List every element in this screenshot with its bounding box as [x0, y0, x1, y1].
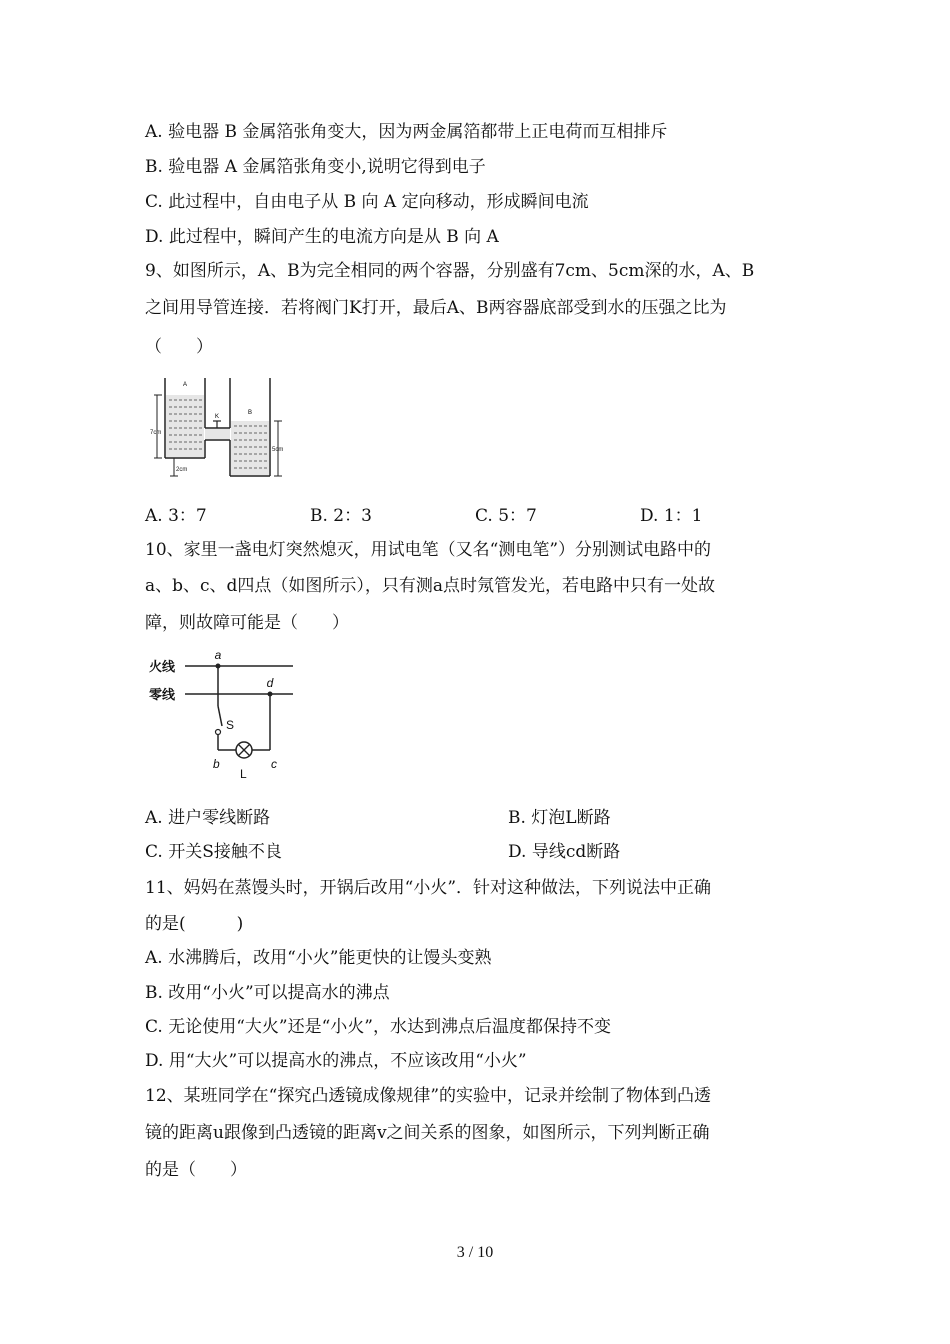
q10-stem-line-2: a、b、c、d四点（如图所示），只有测a点时氖管发光，若电路中只有一处故 — [145, 576, 716, 596]
q9-stem-line-3: （ ） — [145, 337, 213, 357]
label-switch-s: S — [226, 718, 235, 732]
label-point-b: b — [213, 757, 220, 771]
label-k: K — [214, 414, 220, 420]
q9-option-a: A. 3：7 — [145, 506, 207, 526]
label-point-d: d — [266, 676, 274, 690]
page-number: 3 / 10 — [456, 1244, 494, 1261]
q9-option-c: C. 5：7 — [475, 506, 537, 526]
container-b — [230, 378, 270, 476]
switch-contact — [216, 730, 221, 735]
connecting-tube — [205, 414, 230, 440]
label-neutral-wire: 零线 — [149, 687, 176, 702]
q12-stem-line-1: 12、某班同学在“探究凸透镜成像规律”的实验中，记录并绘制了物体到凸透 — [145, 1086, 712, 1106]
q9-stem-line-2: 之间用导管连接．若将阀门K打开，最后A、B两容器底部受到水的压强之比为 — [145, 298, 727, 318]
q11-stem-line-1: 11、妈妈在蒸馒头时，开锅后改用“小火”．针对这种做法，下列说法中正确 — [145, 878, 712, 898]
q10-circuit-figure — [145, 644, 295, 784]
q11-option-d: D. 用“大火”可以提高水的沸点，不应该改用“小火” — [145, 1051, 527, 1071]
q10-option-b: B. 灯泡L断路 — [508, 808, 611, 828]
container-a — [165, 378, 205, 458]
lamp-icon — [236, 742, 252, 758]
label-7cm: 7cm — [150, 430, 162, 436]
label-b: B — [247, 410, 253, 416]
q9-option-d: D. 1：1 — [640, 506, 703, 526]
q10-option-c: C. 开关S接触不良 — [145, 842, 282, 862]
label-lamp-l: L — [240, 767, 247, 781]
q11-option-b: B. 改用“小火”可以提高水的沸点 — [145, 983, 390, 1003]
q10-stem-line-1: 10、家里一盏电灯突然熄灭，用试电笔（又名“测电笔”）分别测试电路中的 — [145, 540, 712, 560]
label-point-c: c — [271, 757, 277, 771]
q9-stem-line-1: 9、如图所示，A、B为完全相同的两个容器，分别盛有7cm、5cm深的水，A、B — [145, 261, 755, 281]
q8-option-c: C. 此过程中，自由电子从 B 向 A 定向移动，形成瞬间电流 — [145, 192, 589, 212]
label-point-a: a — [214, 648, 222, 662]
q10-stem-line-3: 障，则故障可能是（ ） — [145, 613, 349, 633]
label-live-wire: 火线 — [149, 659, 176, 674]
q8-option-d: D. 此过程中，瞬间产生的电流方向是从 B 向 A — [145, 227, 499, 247]
label-a: A — [182, 382, 188, 388]
q11-option-a: A. 水沸腾后，改用“小火”能更快的让馒头变熟 — [145, 948, 492, 968]
q12-stem-line-2: 镜的距离u跟像到凸透镜的距离v之间关系的图象，如图所示，下列判断正确 — [145, 1123, 710, 1143]
point-d — [268, 692, 273, 697]
q9-option-b: B. 2：3 — [310, 506, 372, 526]
circuit-wires — [185, 666, 293, 750]
q11-option-c: C. 无论使用“大火”还是“小火”，水达到沸点后温度都保持不变 — [145, 1017, 611, 1037]
q12-stem-line-3: 的是（ ） — [145, 1160, 247, 1180]
q10-option-a: A. 进户零线断路 — [145, 808, 271, 828]
q9-container-figure — [148, 368, 286, 483]
q10-option-d: D. 导线cd断路 — [508, 842, 621, 862]
label-2cm: 2cm — [176, 467, 188, 473]
q8-option-a: A. 验电器 B 金属箔张角变大，因为两金属箔都带上正电荷而互相排斥 — [145, 122, 668, 142]
q11-stem-line-2: 的是( ) — [145, 914, 244, 934]
label-5cm: 5cm — [272, 447, 284, 453]
point-a — [216, 664, 221, 669]
q8-option-b: B. 验电器 A 金属箔张角变小,说明它得到电子 — [145, 157, 486, 177]
